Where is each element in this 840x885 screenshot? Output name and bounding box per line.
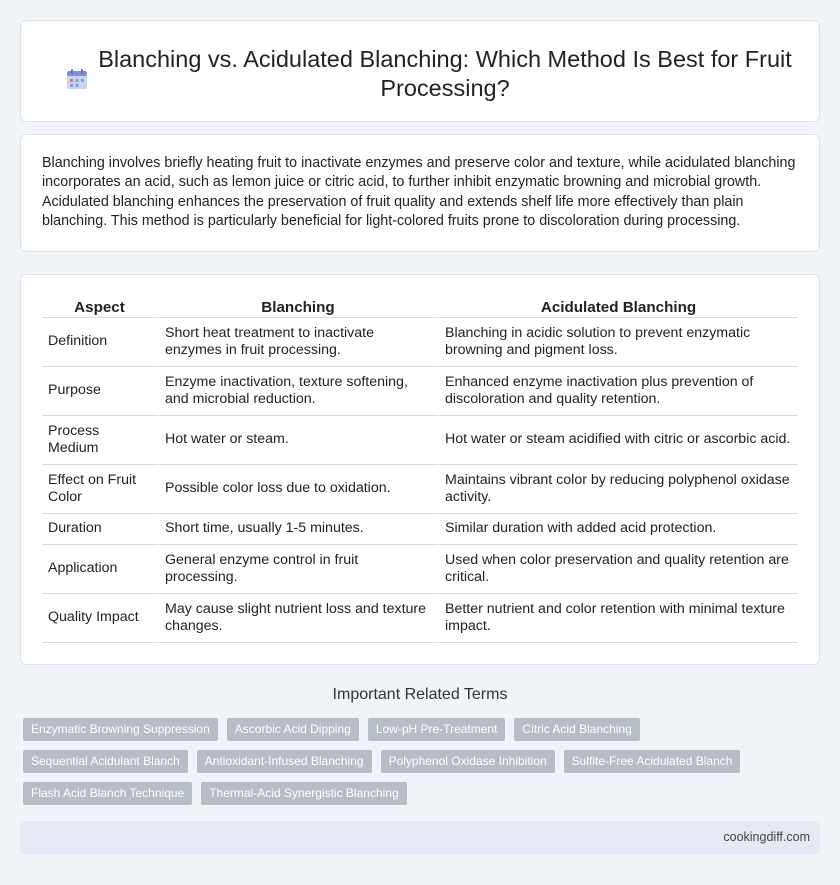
row-blanching: May cause slight nutrient loss and texture changes. <box>159 594 439 643</box>
row-blanching: Hot water or steam. <box>159 416 439 465</box>
row-aspect: Application <box>42 545 159 594</box>
page-title: Blanching vs. Acidulated Blanching: Which Method Is Best for Fruit Processing? <box>98 46 792 101</box>
table-row <box>42 545 798 594</box>
table-row <box>42 416 798 465</box>
related-term-tag[interactable]: Low-pH Pre-Treatment <box>368 718 506 741</box>
footer-site-link[interactable]: cookingdiff.com <box>723 830 810 844</box>
related-terms-list <box>23 718 813 805</box>
table-row <box>42 514 798 545</box>
related-term-tag[interactable]: Polyphenol Oxidase Inhibition <box>381 750 555 773</box>
table-row <box>42 367 798 416</box>
row-blanching: Short heat treatment to inactivate enzymes in fruit processing. <box>159 318 439 367</box>
header-acidulated-blanching: Acidulated Blanching <box>439 297 798 318</box>
related-terms-heading: Important Related Terms <box>332 686 508 703</box>
row-aspect: Process Medium <box>42 416 159 465</box>
row-aspect: Purpose <box>42 367 159 416</box>
comparison-card <box>20 274 820 665</box>
header-aspect: Aspect <box>42 297 159 318</box>
row-blanching: General enzyme control in fruit processing. <box>159 545 439 594</box>
comparison-table <box>42 297 798 643</box>
table-header-row <box>42 297 798 318</box>
header-blanching: Blanching <box>159 297 439 318</box>
related-term-tag[interactable]: Ascorbic Acid Dipping <box>227 718 359 741</box>
table-row <box>42 465 798 514</box>
row-aspect: Definition <box>42 318 159 367</box>
related-term-tag[interactable]: Flash Acid Blanch Technique <box>23 782 192 805</box>
related-term-tag[interactable]: Thermal-Acid Synergistic Blanching <box>201 782 406 805</box>
title-card <box>20 20 820 122</box>
row-acidulated: Enhanced enzyme inactivation plus prevention of discoloration and quality retention. <box>439 367 798 416</box>
related-term-tag[interactable]: Antioxidant-Infused Blanching <box>197 750 372 773</box>
row-aspect: Duration <box>42 514 159 545</box>
table-row <box>42 318 798 367</box>
intro-card <box>20 134 820 252</box>
row-acidulated: Blanching in acidic solution to prevent enzymatic browning and pigment loss. <box>439 318 798 367</box>
intro-text: Blanching involves briefly heating fruit to inactivate enzymes and preserve color and texture, while acidulated blanching incorporates an acid, such as lemon juice or citric acid, to further inhibit enzymatic browning and microbial growth. Acidulated blanching enhances the preservation of fruit quality and extends shelf life more effectively than plain blanching. This method is particularly beneficial for light-colored fruits prone to discoloration during processing. <box>42 155 796 229</box>
table-row <box>42 594 798 643</box>
row-acidulated: Hot water or steam acidified with citric or ascorbic acid. <box>439 416 798 465</box>
related-term-tag[interactable]: Sulfite-Free Acidulated Blanch <box>564 750 741 773</box>
row-aspect: Effect on Fruit Color <box>42 465 159 514</box>
row-acidulated: Similar duration with added acid protection. <box>439 514 798 545</box>
row-acidulated: Better nutrient and color retention with minimal texture impact. <box>439 594 798 643</box>
related-term-tag[interactable]: Sequential Acidulant Blanch <box>23 750 188 773</box>
related-term-tag[interactable]: Enzymatic Browning Suppression <box>23 718 218 741</box>
row-blanching: Enzyme inactivation, texture softening, and microbial reduction. <box>159 367 439 416</box>
footer <box>20 821 820 854</box>
related-term-tag[interactable]: Citric Acid Blanching <box>514 718 639 741</box>
row-blanching: Possible color loss due to oxidation. <box>159 465 439 514</box>
row-blanching: Short time, usually 1-5 minutes. <box>159 514 439 545</box>
row-acidulated: Used when color preservation and quality retention are critical. <box>439 545 798 594</box>
row-aspect: Quality Impact <box>42 594 159 643</box>
row-acidulated: Maintains vibrant color by reducing polyphenol oxidase activity. <box>439 465 798 514</box>
